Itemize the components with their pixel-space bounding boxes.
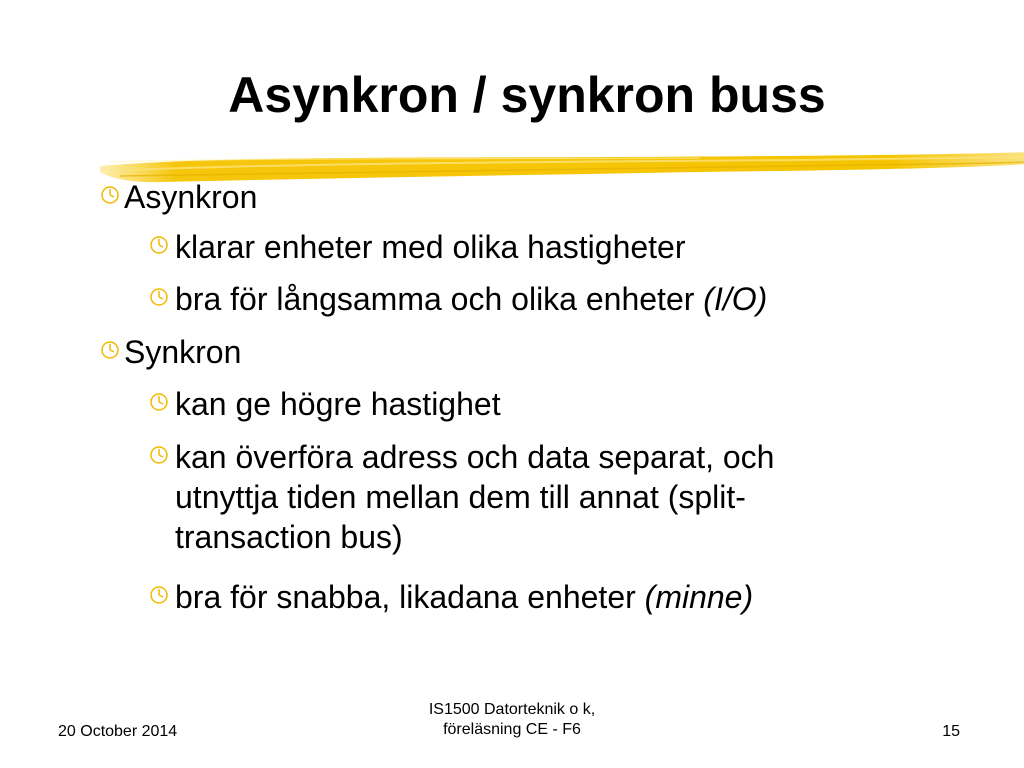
bullet-synkron: [124, 332, 241, 372]
bullet-emphasis: (minne): [644, 579, 754, 615]
clock-icon: [149, 232, 169, 262]
bullet-text: Synkron: [124, 334, 242, 370]
clock-icon: [100, 337, 120, 367]
bullet-text-line-1: kan överföra adress och data separat, och: [175, 439, 775, 475]
clock-icon: [149, 284, 169, 314]
clock-icon: [149, 582, 169, 612]
footer-course-line-2: föreläsning CE - F6: [443, 721, 581, 738]
sub-bullet-hogre-hastighet: [175, 384, 501, 424]
clock-icon: [149, 442, 169, 472]
footer-course-line-1: IS1500 Datorteknik o k,: [428, 701, 596, 718]
bullet-text: Asynkron: [124, 179, 258, 215]
sub-bullet-split-transaction: [175, 437, 774, 557]
bullet-text-line-3: transaction bus): [175, 519, 403, 555]
footer-date: 20 October 2014: [58, 723, 178, 740]
sub-bullet-olika-hastigheter: [175, 227, 686, 267]
bullet-text: klarar enheter med olika hastigheter: [175, 229, 686, 265]
bullet-text: kan ge högre hastighet: [175, 386, 501, 422]
bullet-emphasis: (I/O): [703, 281, 768, 317]
clock-icon: [149, 389, 169, 419]
sub-bullet-langsamma-enheter: [175, 279, 767, 319]
slide-title: Asynkron / synkron buss: [228, 67, 826, 123]
bullet-text-line-2: utnyttja tiden mellan dem till annat (split-: [175, 479, 746, 515]
clock-icon: [100, 182, 120, 212]
footer-course-info: [362, 700, 662, 740]
bullet-text: bra för snabba, likadana enheter: [175, 579, 645, 615]
bullet-asynkron: [124, 177, 257, 217]
slide-number: 15: [942, 723, 960, 740]
bullet-text: bra för långsamma och olika enheter: [175, 281, 704, 317]
sub-bullet-likadana-enheter: [175, 577, 753, 617]
